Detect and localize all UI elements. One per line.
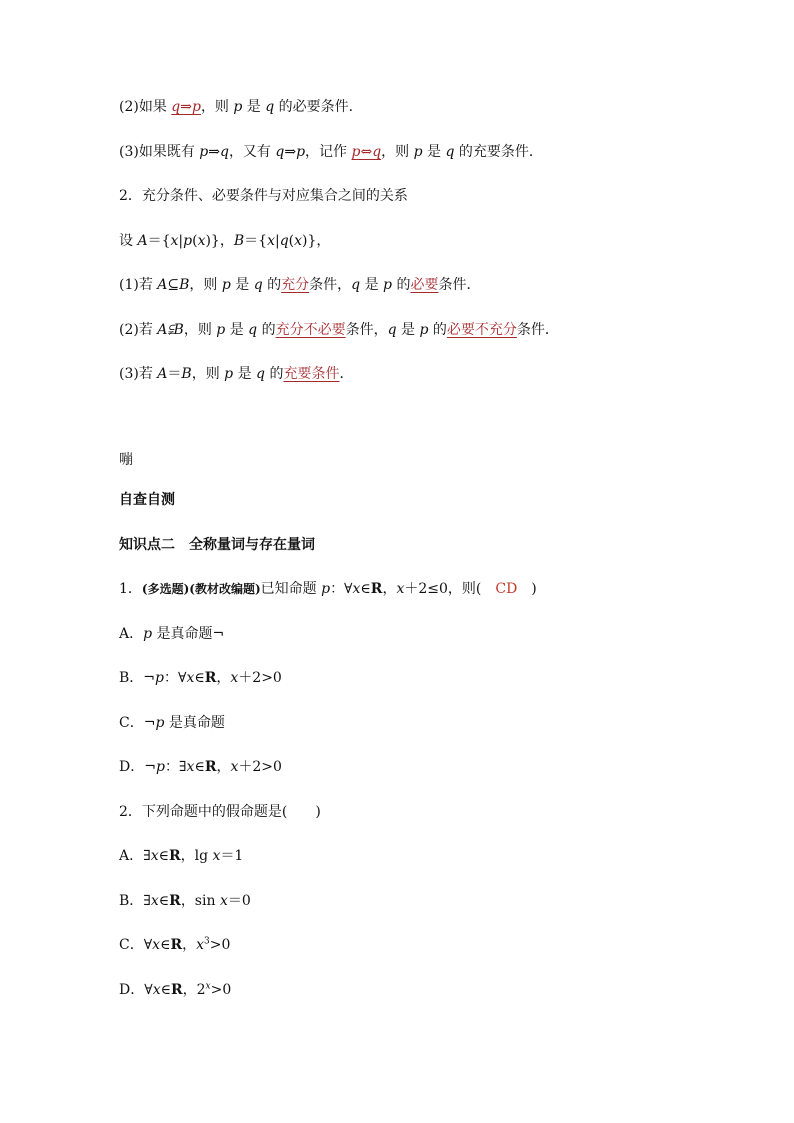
text-run: 3 — [204, 936, 210, 947]
text-run: 是 — [360, 277, 384, 293]
text-run: x — [152, 982, 161, 998]
line-proper-subset-case — [119, 320, 559, 340]
text-run: x — [196, 937, 204, 953]
text-run: 条件． — [516, 322, 559, 338]
text-run: ，则 — [189, 277, 222, 293]
text-run: | — [274, 233, 280, 249]
answer-fill: p⇔q — [351, 144, 382, 160]
text-run: ：∃ — [164, 759, 187, 775]
text-run: ∈ — [158, 848, 169, 864]
answer-fill: 充要条件 — [283, 366, 340, 382]
text-run: ＋2>0 — [238, 759, 282, 775]
question-2-option-d — [119, 980, 231, 1000]
text-run: x — [294, 233, 303, 249]
text-run: ＋2>0 — [238, 670, 282, 686]
text-run: p — [224, 366, 234, 382]
text-run: 是真命题¬ — [152, 626, 225, 642]
text-run: x — [152, 937, 161, 953]
text-run: (3)如果既有 — [119, 144, 200, 160]
answer-choice: CD — [495, 581, 518, 597]
answer-fill: 必要 — [410, 277, 439, 293]
text-run: p — [155, 759, 165, 775]
text-run: x — [170, 233, 179, 249]
text-run: p — [143, 626, 153, 642]
text-run: (2)若 — [119, 322, 158, 338]
text-run: x — [186, 759, 195, 775]
text-run: ，lg — [180, 848, 213, 864]
text-run: (2)如果 — [119, 99, 172, 115]
text-run: q — [351, 277, 361, 293]
text-run: ，则 — [183, 322, 217, 338]
text-run: ，记作 — [305, 144, 352, 160]
text-run: R — [170, 982, 183, 998]
text-run: ( — [288, 233, 295, 249]
text-run: >0 — [210, 982, 232, 998]
text-run: R — [169, 848, 181, 864]
text-run: (1)若 — [119, 277, 158, 293]
text-run: 2．下列命题中的假命题是( ) — [119, 804, 321, 820]
text-run: ＝ — [167, 366, 182, 382]
text-run: ) — [517, 581, 537, 597]
text-run: ∈ — [194, 759, 205, 775]
text-run: 嘣 — [119, 452, 133, 468]
text-run: D．¬ — [119, 759, 156, 775]
text-run: ＝{ — [244, 233, 268, 249]
question-2-option-c — [119, 935, 230, 955]
line-subset-case — [119, 275, 480, 295]
text-run: q — [256, 366, 265, 382]
text-run: 是真命题 — [164, 715, 225, 731]
text-run: ，则 — [200, 99, 234, 115]
text-run: (多选题)(教材改编题) — [141, 582, 261, 596]
text-run: x — [212, 848, 221, 864]
text-run: 是 — [422, 144, 446, 160]
text-run: x — [219, 893, 228, 909]
text-run: ， — [216, 759, 231, 775]
text-run: p — [383, 277, 393, 293]
text-run: p — [155, 670, 164, 686]
text-run: x — [352, 581, 361, 597]
knowledge-point-heading — [119, 535, 315, 555]
text-run: ＝1 — [220, 848, 244, 864]
text-run: ，则 — [381, 144, 414, 160]
text-run: 1． — [119, 581, 142, 597]
text-run: ，又有 — [228, 144, 276, 160]
text-run: p — [216, 322, 226, 338]
text-run: p — [321, 581, 331, 597]
text-run: q — [248, 322, 258, 338]
text-run: p — [221, 277, 231, 293]
text-run: p — [413, 144, 423, 160]
text-run: 的充要条件． — [454, 144, 543, 160]
text-run: 条件， — [345, 322, 388, 338]
text-run: x — [150, 848, 159, 864]
text-run: x — [205, 981, 211, 992]
text-run: A⫋B — [157, 322, 184, 338]
text-run: D．∀ — [119, 982, 153, 998]
text-run: ∈ — [158, 893, 170, 909]
text-run: ：∀ — [164, 670, 187, 686]
text-run: R — [204, 759, 217, 775]
answer-fill: 充分 — [281, 277, 310, 293]
text-run: ， — [216, 670, 231, 686]
text-run: 自查自测 — [119, 492, 175, 508]
text-run: | — [178, 233, 184, 249]
text-run: B．¬ — [119, 670, 156, 686]
text-run: ， — [382, 581, 397, 597]
text-run: C．¬ — [119, 715, 156, 731]
text-run: R — [370, 581, 383, 597]
text-run: ：∀ — [330, 581, 353, 597]
text-run: ＋2≤0，则( — [404, 581, 496, 597]
text-run: 已知命题 — [260, 581, 322, 597]
text-run: p — [419, 322, 429, 338]
section-heading-sets — [119, 186, 408, 206]
text-run: B — [181, 366, 192, 382]
text-run: x — [230, 759, 239, 775]
line-necessary-condition — [119, 97, 363, 117]
text-run: q — [253, 277, 263, 293]
text-run: R — [170, 937, 183, 953]
text-run: x — [267, 233, 275, 249]
text-run: B．∃ — [119, 893, 151, 909]
text-run: A — [137, 233, 148, 249]
text-run: ( — [192, 233, 198, 249]
question-2-option-a — [119, 846, 243, 866]
text-run: x — [186, 670, 195, 686]
text-run: 的必要条件． — [274, 99, 363, 115]
question-2-option-b — [119, 891, 251, 911]
question-1-option-c — [119, 713, 225, 733]
text-run: )}， — [205, 233, 234, 249]
text-run: 条件． — [438, 277, 481, 293]
text-run: p — [155, 715, 165, 731]
question-1 — [119, 579, 537, 599]
text-run: 是 — [230, 277, 254, 293]
text-run: p — [233, 99, 243, 115]
question-2 — [119, 802, 321, 822]
text-run: 是 — [396, 322, 420, 338]
question-1-option-d — [119, 757, 282, 777]
text-run: B — [233, 233, 245, 249]
text-run: 设 — [119, 233, 138, 249]
text-run: ，sin — [180, 893, 220, 909]
text-run: ，则 — [191, 366, 225, 382]
text-run: C．∀ — [119, 937, 153, 953]
text-run: x — [197, 233, 206, 249]
text-run: >0 — [209, 937, 231, 953]
text-run: 条件， — [309, 277, 352, 293]
text-run: p⇒q — [199, 144, 229, 160]
answer-fill: 充分不必要 — [275, 322, 346, 338]
text-run: 2．充分条件、必要条件与对应集合之间的关系 — [119, 188, 408, 204]
text-run: 的 — [265, 366, 284, 382]
text-run: x — [396, 581, 405, 597]
answer-fill: q⇒p — [171, 99, 201, 115]
text-run: A．∃ — [119, 848, 151, 864]
text-run: (3)若 — [119, 366, 158, 382]
text-run: x — [150, 893, 159, 909]
text-run: 的 — [428, 322, 447, 338]
answer-fill: 必要不充分 — [446, 322, 517, 338]
text-run: ∈ — [360, 581, 371, 597]
text-run: x — [230, 670, 239, 686]
question-1-option-b — [119, 668, 282, 688]
text-run: ， — [182, 937, 197, 953]
text-run: A． — [119, 626, 144, 642]
text-run: ＝{ — [147, 233, 171, 249]
question-1-option-a — [119, 624, 224, 644]
text-run: 是 — [233, 366, 257, 382]
line-equal-set-case — [119, 364, 353, 384]
text-run: ∈ — [194, 670, 205, 686]
text-run: R — [204, 670, 217, 686]
text-run: A — [157, 366, 168, 382]
line-sufficient-necessary-condition — [119, 142, 543, 162]
text-run: q⇒p — [275, 144, 306, 160]
text-run: R — [169, 893, 181, 909]
text-run: )}， — [302, 233, 331, 249]
text-run: ＝0 — [227, 893, 251, 909]
text-run: 是 — [242, 99, 266, 115]
text-run: ∈ — [160, 937, 171, 953]
text-run: 的 — [392, 277, 411, 293]
self-check-heading — [119, 490, 175, 510]
text-run: ． — [339, 366, 354, 382]
text-run: 知识点二 全称量词与存在量词 — [119, 537, 315, 553]
text-run: A⊆B — [157, 277, 190, 293]
text-run: p — [183, 233, 193, 249]
line-set-definition — [119, 231, 330, 251]
stray-character — [119, 450, 133, 470]
text-run: ∈ — [160, 982, 171, 998]
text-run: q — [445, 144, 455, 160]
text-run: q — [279, 233, 289, 249]
text-run: 的 — [262, 277, 282, 293]
text-run: ，2 — [182, 982, 206, 998]
text-run: 是 — [225, 322, 249, 338]
text-run: q — [387, 322, 397, 338]
text-run: 的 — [257, 322, 276, 338]
text-run: q — [265, 99, 275, 115]
